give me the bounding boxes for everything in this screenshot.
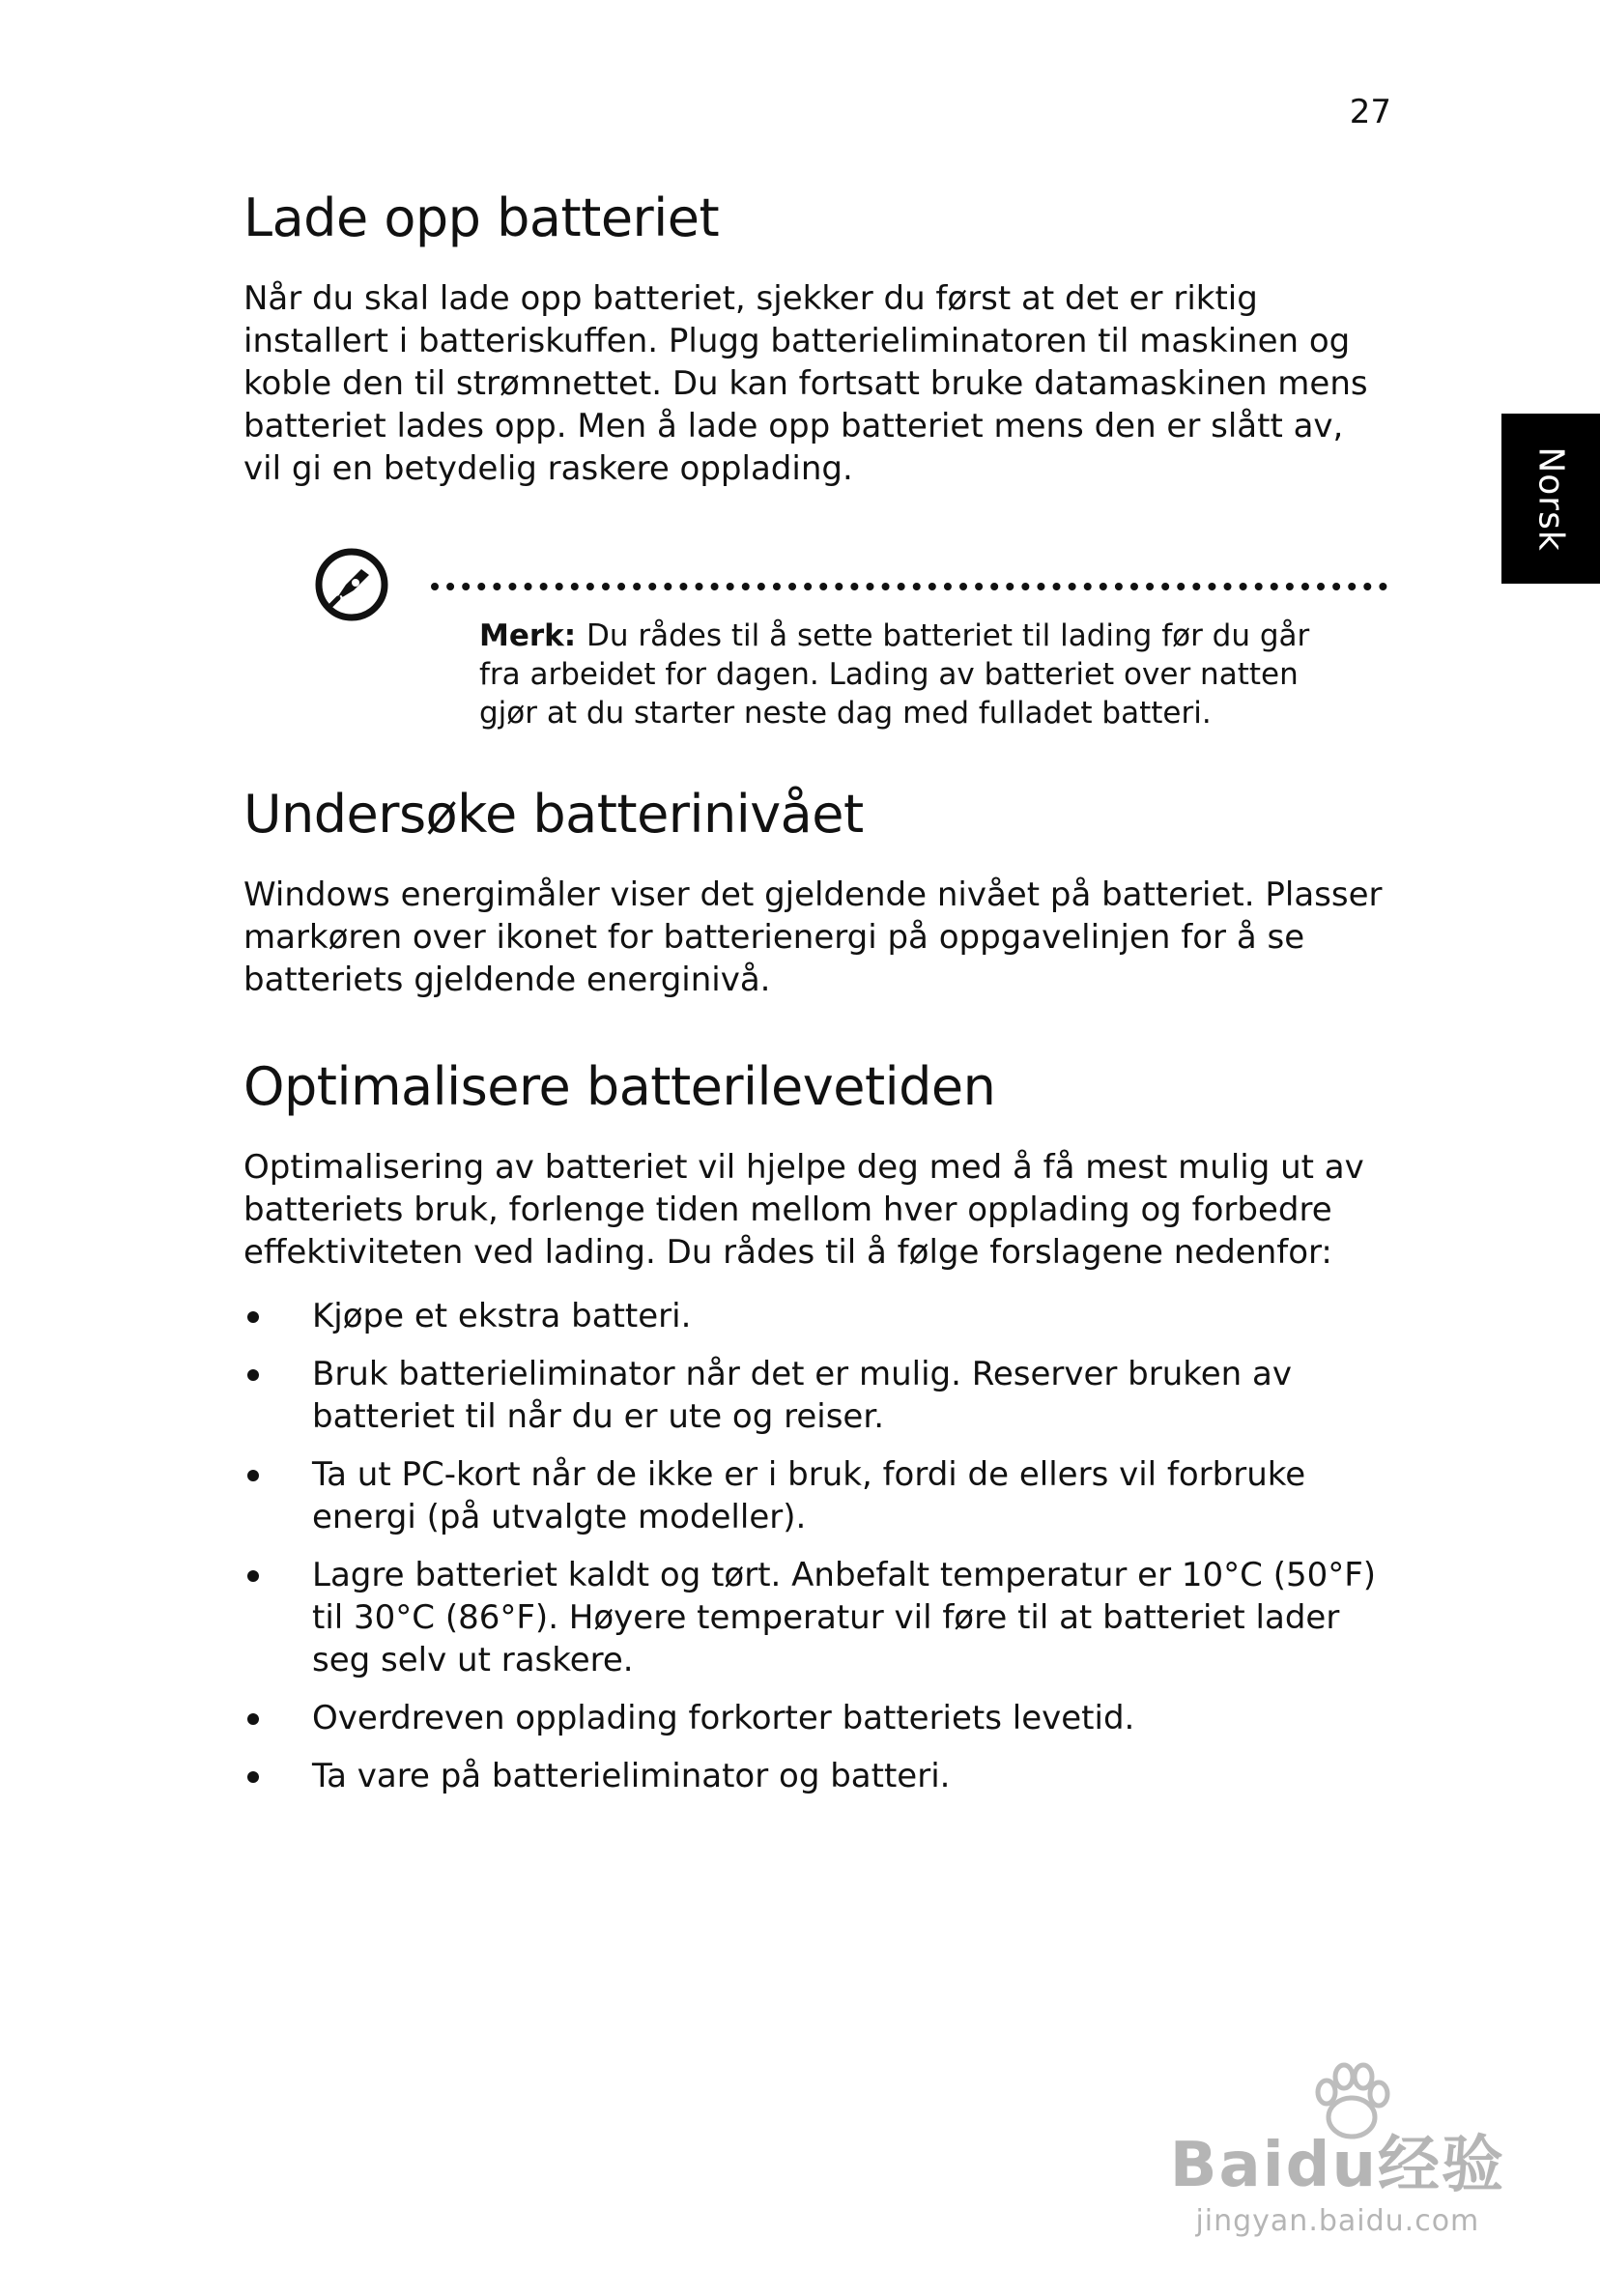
language-tab — [1501, 414, 1600, 584]
section-paragraph: Optimalisering av batteriet vil hjelpe deg med å få mest mulig ut av batteriets bruk, forlenge tiden mellom hver opplading og forbedre effektiviteten ved lading. Du rådes til å følge forslagene nedenfor: — [243, 1148, 1364, 1273]
section-charge-battery — [243, 188, 1384, 490]
note-text — [313, 546, 1384, 732]
bullet-dot-icon — [247, 1311, 259, 1323]
watermark-brand: Baidu经验 — [1169, 2130, 1505, 2201]
note-dotted-rule — [431, 583, 1387, 590]
language-tab-label: Norsk — [1530, 445, 1571, 552]
section-check-level — [243, 785, 1384, 1001]
section-optimize — [243, 1057, 1384, 1797]
list-item — [243, 1697, 1384, 1739]
note-callout — [313, 546, 1384, 732]
list-item — [243, 1755, 1384, 1797]
list-item-text: Ta vare på batterieliminator og batteri. — [312, 1757, 951, 1796]
bullet-dot-icon — [247, 1713, 259, 1725]
bullet-dot-icon — [247, 1771, 259, 1783]
tips-list — [243, 1295, 1384, 1797]
bullet-dot-icon — [247, 1369, 259, 1381]
bullet-dot-icon — [247, 1570, 259, 1582]
page-content — [243, 188, 1384, 1853]
pen-nib-icon — [313, 546, 390, 623]
section-paragraph: Windows energimåler viser det gjeldende nivået på batteriet. Plasser markøren over ikonet for batterienergi på oppgavelinjen for å se batteriets gjeldende energinivå. — [243, 875, 1383, 1000]
page-number: 27 — [1349, 93, 1391, 131]
watermark-url: jingyan.baidu.com — [1195, 2204, 1480, 2238]
list-item-text: Overdreven opplading forkorter batteriets levetid. — [312, 1699, 1135, 1738]
list-item — [243, 1295, 1384, 1337]
paw-icon — [1303, 2053, 1400, 2150]
list-item — [243, 1353, 1384, 1438]
note-label: Merk: — [479, 618, 577, 654]
list-item-text: Bruk batterieliminator når det er mulig. Reserver bruken av batteriet til når du er ute og reiser. — [312, 1355, 1292, 1437]
section-heading: Lade opp batteriet — [243, 187, 720, 248]
list-item-text: Ta ut PC-kort når de ikke er i bruk, fordi de ellers vil forbruke energi (på utvalgte modeller). — [312, 1455, 1306, 1537]
baidu-watermark — [1170, 2115, 1505, 2238]
section-paragraph: Når du skal lade opp batteriet, sjekker du først at det er riktig installert i batteriskuffen. Plugg batterieliminatoren til maskinen og koble den til strømnettet. Du kan fortsatt bruke datamaskinen mens batteriet lades opp. Men å lade opp batteriet mens den er slått av, vil gi en betydelig raskere opplading. — [243, 279, 1368, 489]
bullet-dot-icon — [247, 1470, 259, 1481]
note-body: Du rådes til å sette batteriet til lading før du går fra arbeidet for dagen. Lading av batteriet over natten gjør at du starter neste dag med fulladet batteri. — [479, 618, 1310, 732]
section-heading: Undersøke batterinivået — [243, 784, 864, 846]
list-item — [243, 1554, 1384, 1681]
list-item-text: Lagre batteriet kaldt og tørt. Anbefalt temperatur er 10°C (50°F) til 30°C (86°F). Høyere temperatur vil føre til at batteriet lader seg selv ut raskere. — [312, 1556, 1377, 1680]
list-item — [243, 1453, 1384, 1538]
list-item-text: Kjøpe et ekstra batteri. — [312, 1297, 692, 1336]
section-heading: Optimalisere batterilevetiden — [243, 1056, 996, 1118]
